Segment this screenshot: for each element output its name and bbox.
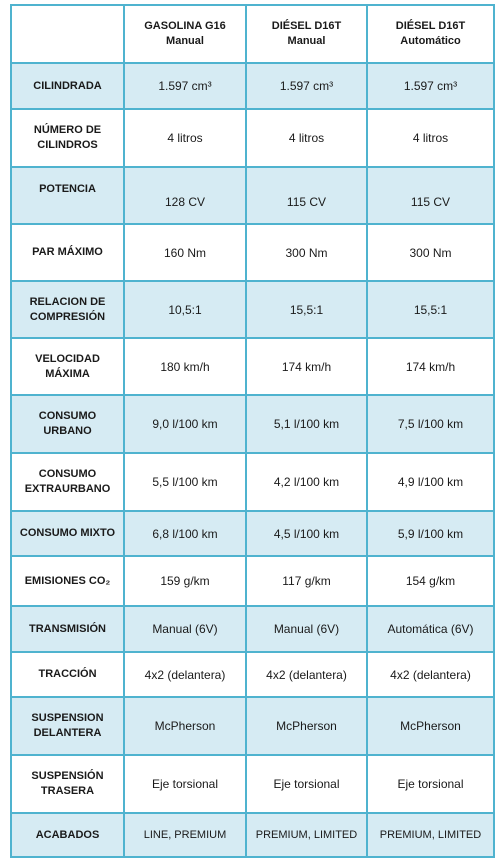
row-label bbox=[11, 281, 124, 338]
spec-table bbox=[10, 4, 495, 858]
row-label bbox=[11, 697, 124, 755]
row-label bbox=[11, 556, 124, 606]
table-row bbox=[11, 813, 494, 857]
table-cell: 5,5 l/100 km bbox=[124, 453, 246, 511]
table-cell: 300 Nm bbox=[246, 224, 367, 281]
table-cell: 154 g/km bbox=[367, 556, 494, 606]
table-cell: 4,2 l/100 km bbox=[246, 453, 367, 511]
row-label-line: TRASERA bbox=[40, 785, 95, 797]
table-cell: 4x2 (delantera) bbox=[367, 652, 494, 697]
row-label bbox=[11, 453, 124, 511]
row-label bbox=[11, 606, 124, 652]
row-label-line: DELANTERA bbox=[33, 727, 102, 739]
row-label bbox=[11, 109, 124, 167]
table-cell: 4,9 l/100 km bbox=[367, 453, 494, 511]
table-cell: 4 litros bbox=[124, 109, 246, 167]
table-row bbox=[11, 755, 494, 813]
table-cell: Automática (6V) bbox=[367, 606, 494, 652]
table-cell: 180 km/h bbox=[124, 338, 246, 395]
row-label bbox=[11, 813, 124, 857]
row-label bbox=[11, 511, 124, 556]
table-cell: McPherson bbox=[246, 697, 367, 755]
table-cell: 174 km/h bbox=[367, 338, 494, 395]
table-row bbox=[11, 224, 494, 281]
table-row bbox=[11, 556, 494, 606]
table-row bbox=[11, 109, 494, 167]
table-cell: PREMIUM, LIMITED bbox=[367, 813, 494, 857]
row-label-line: NÚMERO DE bbox=[33, 124, 102, 136]
table-cell: Manual (6V) bbox=[246, 606, 367, 652]
table-cell: PREMIUM, LIMITED bbox=[246, 813, 367, 857]
row-label-line: COMPRESIÓN bbox=[29, 310, 106, 323]
table-cell: 300 Nm bbox=[367, 224, 494, 281]
row-label bbox=[11, 224, 124, 281]
table-row bbox=[11, 652, 494, 697]
table-cell: 9,0 l/100 km bbox=[124, 395, 246, 453]
table-row bbox=[11, 63, 494, 109]
table-cell: 1.597 cm³ bbox=[124, 63, 246, 109]
row-label-line: MÁXIMA bbox=[45, 367, 90, 380]
row-label-line: ACABADOS bbox=[35, 828, 100, 841]
table-cell: 4 litros bbox=[246, 109, 367, 167]
column-header-line2: Manual bbox=[166, 35, 204, 47]
column-header-diesel-d16t-manual bbox=[246, 5, 367, 63]
table-cell: 15,5:1 bbox=[246, 281, 367, 338]
column-header-line2: Automático bbox=[400, 35, 461, 47]
table-cell: 15,5:1 bbox=[367, 281, 494, 338]
row-label-line: POTENCIA bbox=[39, 183, 96, 195]
table-row bbox=[11, 511, 494, 556]
row-label-line: SUSPENSIÓN bbox=[31, 770, 104, 782]
row-label bbox=[11, 652, 124, 697]
column-header-gasolina-g16-manual bbox=[124, 5, 246, 63]
column-header-line2: Manual bbox=[287, 35, 326, 47]
table-row bbox=[11, 338, 494, 395]
table-row bbox=[11, 697, 494, 755]
header-row bbox=[11, 5, 494, 63]
row-label-line: TRACCIÓN bbox=[38, 668, 97, 680]
table-cell: LINE, PREMIUM bbox=[124, 813, 246, 857]
table-cell: Eje torsional bbox=[367, 755, 494, 813]
table-cell: 160 Nm bbox=[124, 224, 246, 281]
row-label-line: TRANSMISIÓN bbox=[29, 622, 106, 635]
table-cell: 4x2 (delantera) bbox=[246, 652, 367, 697]
table-row bbox=[11, 453, 494, 511]
table-row bbox=[11, 281, 494, 338]
table-cell: 159 g/km bbox=[124, 556, 246, 606]
table-cell: 5,1 l/100 km bbox=[246, 395, 367, 453]
table-cell: 115 CV bbox=[246, 167, 367, 224]
row-label-line: CONSUMO bbox=[38, 410, 97, 422]
table-cell: 4x2 (delantera) bbox=[124, 652, 246, 697]
row-label bbox=[11, 395, 124, 453]
column-header-line1: DIÉSEL D16T bbox=[271, 20, 342, 32]
table-cell: 115 CV bbox=[367, 167, 494, 224]
row-label-line: CONSUMO bbox=[38, 468, 97, 480]
table-cell: Eje torsional bbox=[124, 755, 246, 813]
row-label-line: PAR MÁXIMO bbox=[32, 246, 103, 258]
table-cell: 128 CV bbox=[124, 167, 246, 224]
table-cell: Eje torsional bbox=[246, 755, 367, 813]
row-label-line: RELACION DE bbox=[29, 295, 106, 308]
row-label-line: CILINDROS bbox=[37, 139, 98, 151]
column-header-diesel-d16t-automatico bbox=[367, 5, 494, 63]
table-cell: 1.597 cm³ bbox=[367, 63, 494, 109]
row-label-line: URBANO bbox=[43, 425, 92, 437]
table-cell: Manual (6V) bbox=[124, 606, 246, 652]
table-row bbox=[11, 167, 494, 224]
table-cell: McPherson bbox=[124, 697, 246, 755]
table-cell: 4,5 l/100 km bbox=[246, 511, 367, 556]
table-cell: 4 litros bbox=[367, 109, 494, 167]
row-label bbox=[11, 338, 124, 395]
row-label-line: CILINDRADA bbox=[33, 79, 102, 92]
table-row bbox=[11, 606, 494, 652]
corner-cell bbox=[11, 5, 124, 63]
row-label-line: VELOCIDAD bbox=[35, 352, 100, 365]
table-cell: 7,5 l/100 km bbox=[367, 395, 494, 453]
row-label bbox=[11, 167, 124, 224]
table-cell: 5,9 l/100 km bbox=[367, 511, 494, 556]
table-cell: McPherson bbox=[367, 697, 494, 755]
table-row bbox=[11, 395, 494, 453]
table-cell: 117 g/km bbox=[246, 556, 367, 606]
table-cell: 10,5:1 bbox=[124, 281, 246, 338]
table-cell: 174 km/h bbox=[246, 338, 367, 395]
row-label-line: EMISIONES CO₂ bbox=[24, 574, 111, 587]
column-header-line1: DIÉSEL D16T bbox=[395, 20, 466, 32]
row-label-line: CONSUMO MIXTO bbox=[19, 527, 116, 539]
row-label bbox=[11, 755, 124, 813]
spec-sheet bbox=[10, 4, 493, 858]
table-cell: 6,8 l/100 km bbox=[124, 511, 246, 556]
row-label-line: EXTRAURBANO bbox=[24, 483, 111, 495]
table-cell: 1.597 cm³ bbox=[246, 63, 367, 109]
row-label-line: SUSPENSION bbox=[31, 712, 104, 724]
column-header-line1: GASOLINA G16 bbox=[144, 20, 226, 32]
row-label bbox=[11, 63, 124, 109]
